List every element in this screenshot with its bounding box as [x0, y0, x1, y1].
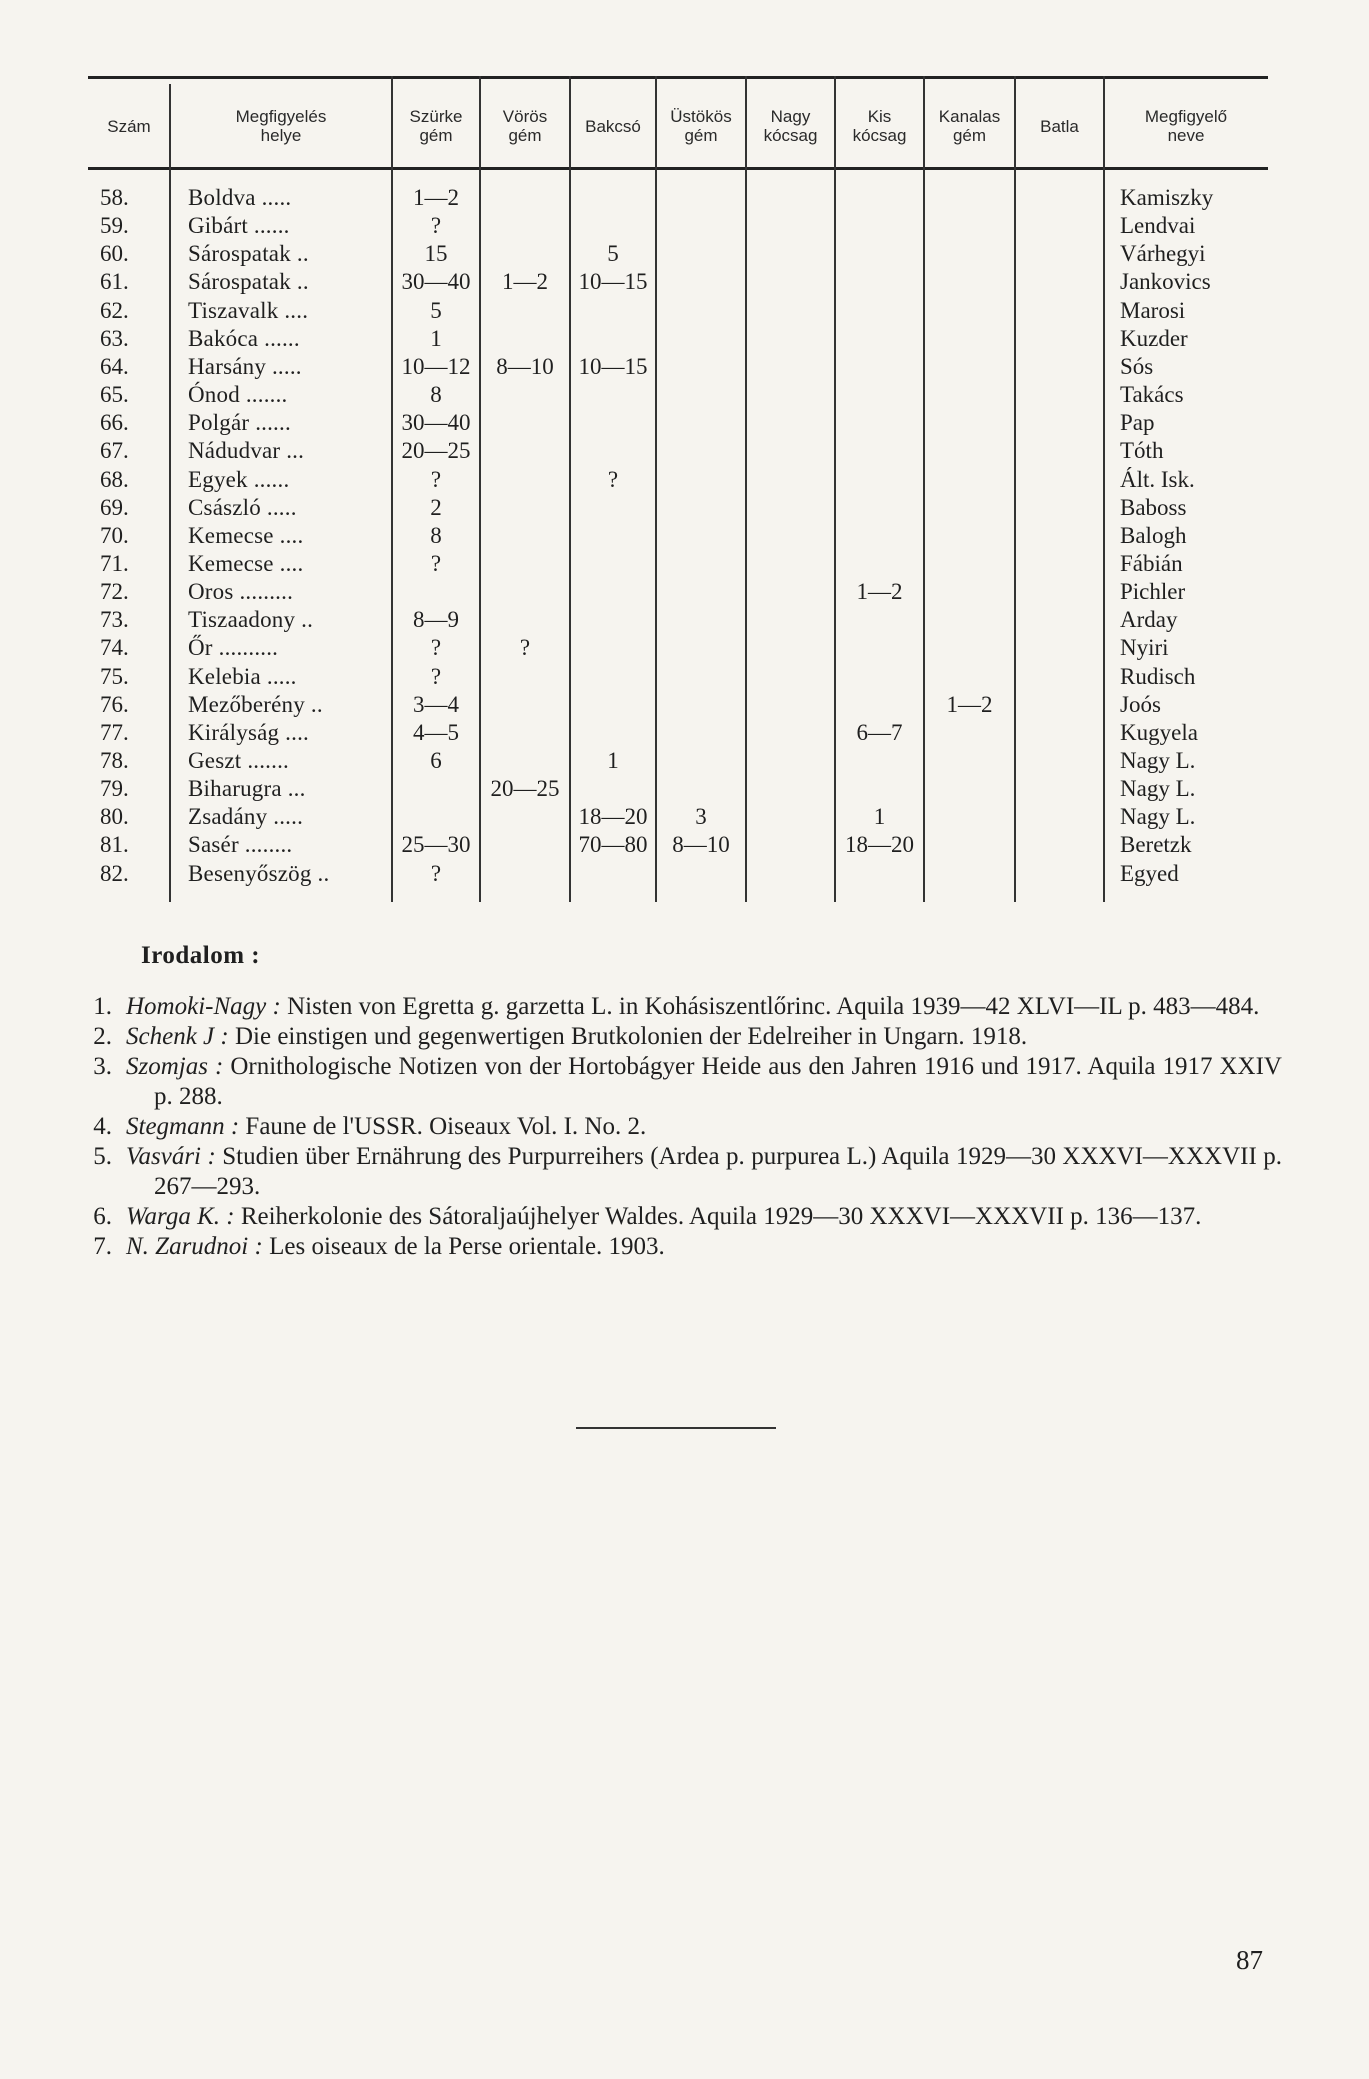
- reference-text: Ornithologische Notizen von der Hortobágyer Heide aus den Jahren 1916 und 1917. Aquila 1917 XXIV p. 288.: [154, 1053, 1282, 1110]
- table-row: [88, 803, 1268, 831]
- reference-text: Die einstigen und gegenwertigen Brutkolonien der Edelreiher in Ungarn. 1918.: [228, 1023, 1028, 1050]
- reference-item: [82, 992, 1282, 1022]
- grey-heron-count: 30—40: [401, 410, 471, 436]
- purple-heron-count: 8—10: [496, 353, 554, 379]
- observer-name: Balogh: [1120, 522, 1187, 548]
- observer-name: Nagy L.: [1120, 804, 1196, 830]
- purple-heron-count: 1—2: [502, 269, 548, 295]
- grey-heron-count: 5: [430, 297, 442, 323]
- end-rule: [576, 1427, 776, 1429]
- table-row: [88, 466, 1268, 494]
- observation-place: Polgár ......: [188, 410, 291, 436]
- little-egret-count: 18—20: [845, 832, 914, 858]
- reference-item: [82, 1022, 1282, 1052]
- reference-text: Faune de l'USSR. Oiseaux Vol. I. No. 2.: [239, 1113, 647, 1140]
- row-number: 74.: [100, 635, 129, 661]
- table-row: [88, 240, 1268, 268]
- table-row: [88, 325, 1268, 353]
- night-heron-count: 1: [607, 748, 619, 773]
- observer-name: Lendvai: [1120, 213, 1196, 239]
- row-number: 64.: [100, 353, 129, 379]
- observer-name: Pap: [1120, 410, 1155, 436]
- row-number: 72.: [100, 579, 129, 605]
- row-number: 61.: [100, 269, 129, 295]
- grey-heron-count: ?: [430, 550, 442, 576]
- reference-item: [82, 1232, 1282, 1262]
- grey-heron-count: 15: [424, 241, 448, 267]
- observation-place: Tiszavalk ....: [188, 297, 309, 323]
- little-egret-count: 6—7: [856, 719, 903, 745]
- grey-heron-count: ?: [430, 635, 442, 661]
- reference-text: Reiherkolonie des Sátoraljaújhelyer Waldes. Aquila 1929—30 XXXVI—XXXVII p. 136—137.: [234, 1203, 1202, 1230]
- night-heron-count: 10—15: [578, 353, 648, 379]
- header-observer: Megfigyelő neve: [1144, 107, 1228, 145]
- observer-name: Várhegyi: [1120, 241, 1206, 267]
- row-number: 77.: [100, 719, 129, 745]
- observation-place: Kemecse ....: [188, 522, 304, 548]
- row-number: 65.: [100, 382, 129, 408]
- observer-name: Tóth: [1120, 438, 1164, 464]
- header-night-heron: Bakcsó: [585, 116, 641, 136]
- grey-heron-count: 8: [430, 382, 442, 408]
- reference-number: 7.: [93, 1233, 112, 1260]
- grey-heron-count: 8: [430, 522, 442, 548]
- reference-number: 2.: [93, 1023, 112, 1050]
- observation-place: Császló .....: [188, 494, 297, 520]
- reference-text: Nisten von Egretta g. garzetta L. in Kohásiszentlőrinc. Aquila 1939—42 XLVI—IL p. 483—484.: [280, 993, 1260, 1020]
- table-row: [88, 578, 1268, 606]
- observation-place: Kemecse ....: [188, 550, 304, 576]
- reference-text: Studien über Ernährung des Purpurreihers (Ardea p. purpurea L.) Aquila 1929—30 XXXVI—XXXVII p. 267—293.: [154, 1143, 1282, 1200]
- grey-heron-count: 2: [430, 494, 442, 520]
- row-number: 78.: [100, 748, 129, 773]
- table-row: [88, 831, 1268, 859]
- reference-item: [82, 1052, 1282, 1112]
- table-row: [88, 268, 1268, 296]
- header-purple-heron: Vörös gém: [502, 107, 548, 145]
- table-row: [88, 747, 1268, 775]
- reference-number: 5.: [93, 1143, 112, 1170]
- observation-place: Gibárt ......: [188, 213, 290, 239]
- observer-name: Beretzk: [1120, 832, 1192, 858]
- observation-place: Ónod .......: [188, 382, 288, 408]
- reference-item: [82, 1202, 1282, 1232]
- observation-place: Sárospatak ..: [188, 269, 309, 295]
- header-little-egret: Kis kócsag: [852, 107, 907, 145]
- observation-place: Harsány .....: [188, 353, 302, 379]
- table-row: [88, 409, 1268, 437]
- grey-heron-count: 20—25: [401, 438, 471, 464]
- night-heron-count: 18—20: [578, 804, 648, 830]
- reference-author: Stegmann :: [126, 1113, 240, 1140]
- observation-place: Sasér ........: [188, 832, 293, 858]
- header-grey-heron: Szürke gém: [409, 107, 463, 145]
- night-heron-count: ?: [607, 466, 619, 492]
- reference-author: Szomjas :: [126, 1053, 224, 1080]
- header-spoonbill: Kanalas gém: [938, 107, 1001, 145]
- reference-body: [126, 1022, 1282, 1052]
- observer-name: Rudisch: [1120, 663, 1196, 689]
- observer-name: Kugyela: [1120, 719, 1198, 745]
- observer-name: Sós: [1120, 353, 1154, 379]
- observation-place: Zsadány .....: [188, 804, 304, 830]
- reference-author: N. Zarudnoi :: [126, 1233, 263, 1260]
- grey-heron-count: ?: [430, 663, 442, 689]
- observer-name: Kuzder: [1120, 325, 1188, 351]
- table-row: [88, 860, 1268, 888]
- table-row: [88, 663, 1268, 691]
- observation-place: Besenyőszög ..: [188, 860, 330, 886]
- reference-author: Homoki-Nagy :: [126, 993, 281, 1020]
- page-number: 87: [1236, 1945, 1263, 1975]
- row-number: 69.: [100, 494, 129, 520]
- row-number: 82.: [100, 860, 129, 886]
- table-row: [88, 437, 1268, 465]
- observer-name: Nagy L.: [1120, 776, 1196, 802]
- squacco-heron-count: 3: [695, 804, 707, 830]
- observer-name: Arday: [1120, 607, 1178, 633]
- reference-list: [82, 992, 1282, 1262]
- observation-place: Tiszaadony ..: [188, 607, 314, 633]
- observation-place: Mezőberény ..: [188, 691, 323, 717]
- observer-name: Marosi: [1120, 297, 1186, 323]
- grey-heron-count: 30—40: [401, 269, 471, 295]
- table-row: [88, 381, 1268, 409]
- night-heron-count: 70—80: [578, 832, 648, 858]
- observer-name: Fábián: [1120, 550, 1183, 576]
- squacco-heron-count: 8—10: [672, 832, 730, 858]
- table-row: [88, 775, 1268, 803]
- observation-place: Kelebia .....: [188, 663, 297, 689]
- observer-name: Ált. Isk.: [1120, 466, 1195, 492]
- row-number: 68.: [100, 466, 129, 492]
- header-number: Szám: [107, 116, 151, 136]
- header-squacco-heron: Üstökös gém: [670, 107, 732, 145]
- reference-body: [126, 1232, 1282, 1262]
- observation-place: Őr ..........: [188, 635, 279, 661]
- header-great-egret: Nagy kócsag: [763, 107, 818, 145]
- observation-place: Oros .........: [188, 579, 294, 605]
- observer-name: Joós: [1120, 691, 1161, 717]
- grey-heron-count: ?: [430, 213, 442, 239]
- reference-author: Schenk J :: [126, 1023, 229, 1050]
- row-number: 60.: [100, 241, 129, 267]
- grey-heron-count: 1: [430, 325, 442, 351]
- observation-place: Egyek ......: [188, 466, 290, 492]
- reference-body: [126, 1202, 1282, 1232]
- table-header-rule: [88, 167, 1268, 170]
- observation-place: Geszt .......: [188, 748, 289, 773]
- observation-place: Királyság ....: [188, 719, 309, 745]
- header-glossy-ibis: Batla: [1040, 116, 1079, 136]
- table-row: [88, 550, 1268, 578]
- grey-heron-count: ?: [430, 860, 442, 886]
- grey-heron-count: 10—12: [401, 353, 471, 379]
- night-heron-count: 10—15: [578, 269, 648, 295]
- table-row: [88, 606, 1268, 634]
- row-number: 59.: [100, 213, 129, 239]
- table-row: [88, 184, 1268, 212]
- grey-heron-count: 1—2: [413, 185, 459, 210]
- purple-heron-count: 20—25: [490, 776, 560, 802]
- reference-body: [126, 1052, 1282, 1112]
- grey-heron-count: ?: [430, 466, 442, 492]
- observer-name: Egyed: [1120, 860, 1179, 886]
- header-place: Megfigyelés helye: [235, 107, 327, 145]
- reference-number: 4.: [93, 1113, 112, 1140]
- observer-name: Takács: [1120, 382, 1184, 408]
- row-number: 80.: [100, 804, 129, 830]
- row-number: 67.: [100, 438, 129, 464]
- reference-author: Vasvári :: [126, 1143, 216, 1170]
- reference-item: [82, 1112, 1282, 1142]
- row-number: 79.: [100, 776, 129, 802]
- observer-name: Baboss: [1120, 494, 1187, 520]
- reference-text: Les oiseaux de la Perse orientale. 1903.: [262, 1233, 665, 1260]
- row-number: 71.: [100, 550, 129, 576]
- row-number: 76.: [100, 691, 129, 717]
- night-heron-count: 5: [607, 241, 619, 267]
- table-row: [88, 212, 1268, 240]
- row-number: 63.: [100, 325, 129, 351]
- row-number: 62.: [100, 297, 129, 323]
- literature-heading: Irodalom :: [141, 942, 261, 969]
- row-number: 75.: [100, 663, 129, 689]
- grey-heron-count: 3—4: [413, 691, 459, 717]
- purple-heron-count: ?: [519, 635, 531, 661]
- reference-body: [126, 992, 1282, 1022]
- little-egret-count: 1—2: [856, 579, 903, 605]
- row-number: 73.: [100, 607, 129, 633]
- observer-name: Kamiszky: [1120, 185, 1214, 210]
- table-row: [88, 634, 1268, 662]
- table-row: [88, 297, 1268, 325]
- grey-heron-count: 25—30: [401, 832, 471, 858]
- row-number: 81.: [100, 832, 129, 858]
- grey-heron-count: 8—9: [413, 607, 459, 633]
- observation-place: Nádudvar ...: [188, 438, 305, 464]
- table-row: [88, 522, 1268, 550]
- observation-place: Sárospatak ..: [188, 241, 309, 267]
- observation-place: Bakóca ......: [188, 325, 300, 351]
- observation-place: Biharugra ...: [188, 776, 306, 802]
- observer-name: Nyiri: [1120, 635, 1169, 661]
- reference-number: 1.: [93, 993, 112, 1020]
- row-number: 58.: [100, 185, 129, 210]
- grey-heron-count: 4—5: [413, 719, 459, 745]
- reference-body: [126, 1142, 1282, 1202]
- table-row: [88, 494, 1268, 522]
- reference-author: Warga K. :: [126, 1203, 235, 1230]
- observer-name: Pichler: [1120, 579, 1186, 605]
- reference-body: [126, 1112, 1282, 1142]
- observer-name: Nagy L.: [1120, 748, 1196, 773]
- row-number: 66.: [100, 410, 129, 436]
- row-number: 70.: [100, 522, 129, 548]
- little-egret-count: 1: [873, 804, 886, 830]
- table-top-rule: [88, 76, 1268, 79]
- reference-number: 3.: [93, 1053, 112, 1080]
- grey-heron-count: 6: [430, 748, 442, 773]
- observer-name: Jankovics: [1120, 269, 1211, 295]
- reference-number: 6.: [93, 1203, 112, 1230]
- table-row: [88, 691, 1268, 719]
- table-row: [88, 719, 1268, 747]
- spoonbill-count: 1—2: [946, 691, 993, 717]
- table-row: [88, 353, 1268, 381]
- observation-place: Boldva .....: [188, 185, 292, 210]
- reference-item: [82, 1142, 1282, 1202]
